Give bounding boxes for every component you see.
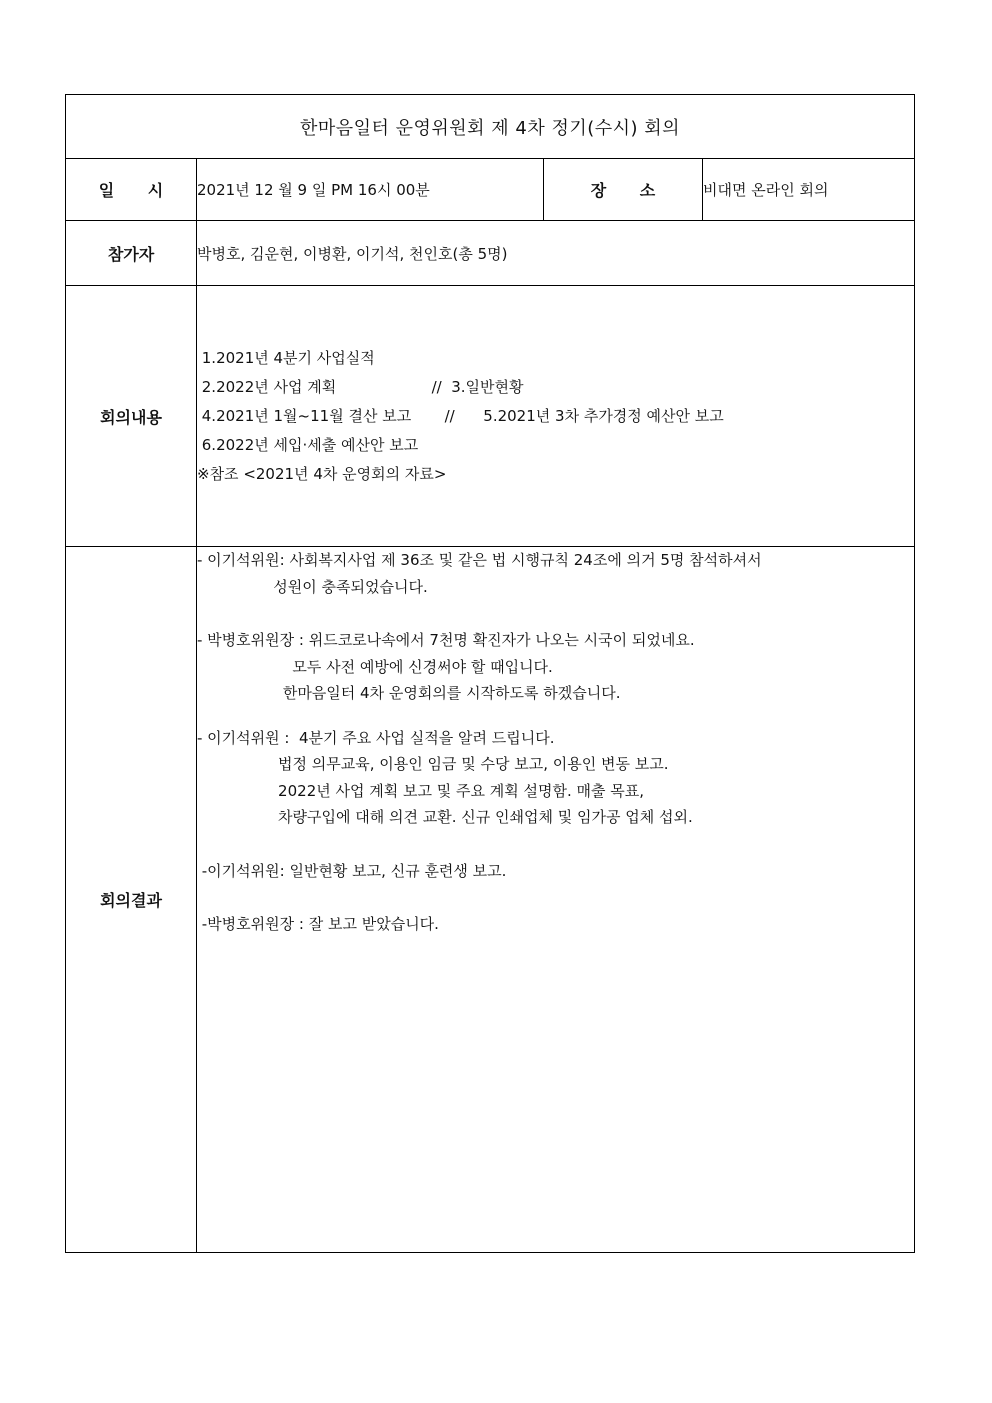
result-spacer — [197, 707, 914, 725]
agenda-content — [197, 286, 915, 547]
participants-label: 참가자 — [66, 221, 197, 286]
result-line: 차량구입에 대해 의견 교환. 신규 인쇄업체 및 임가공 업체 섭외. — [197, 808, 693, 826]
agenda-item: 6.2022년 세입·세출 예산안 보고 — [197, 435, 419, 454]
result-line: 2022년 사업 계획 보고 및 주요 계획 설명함. 매출 목표, — [197, 781, 644, 800]
agenda-item: 2.2022년 사업 계획 // 3.일반현황 — [197, 377, 524, 396]
date-label: 일 시 — [66, 159, 197, 221]
result-line: 성원이 충족되었습니다. — [197, 577, 428, 596]
meeting-minutes-table — [65, 94, 915, 1253]
agenda-item: 1.2021년 4분기 사업실적 — [197, 348, 375, 367]
agenda-reference: ※참조 <2021년 4차 운영회의 자료> — [197, 464, 447, 483]
agenda-item: 4.2021년 1월~11월 결산 보고 // 5.2021년 3차 추가경정 예산안 보고 — [197, 406, 724, 425]
result-content — [197, 547, 915, 1253]
result-line: 모두 사전 예방에 신경써야 할 때입니다. — [197, 657, 553, 676]
location-label: 장 소 — [544, 159, 703, 221]
result-line: -박병호위원장 : 잘 보고 받았습니다. — [197, 915, 439, 933]
result-spacer — [197, 600, 914, 627]
result-spacer — [197, 884, 914, 911]
agenda-label: 회의내용 — [66, 286, 197, 547]
result-line: 한마음일터 4차 운영회의를 시작하도록 하겠습니다. — [197, 684, 621, 702]
result-line: - 박병호위원장 : 위드코로나속에서 7천명 확진자가 나오는 시국이 되었네요. — [197, 631, 695, 649]
result-line: - 이기석위원: 사회복지사업 제 36조 및 같은 법 시행규칙 24조에 의거 5명 참석하셔서 — [197, 551, 762, 569]
result-line: -이기석위원: 일반현황 보고, 신규 훈련생 보고. — [197, 861, 507, 880]
result-label: 회의결과 — [66, 547, 197, 1253]
date-value: 2021년 12 월 9 일 PM 16시 00분 — [197, 159, 544, 221]
location-value: 비대면 온라인 회의 — [703, 159, 915, 221]
result-line: - 이기석위원 : 4분기 주요 사업 실적을 알려 드립니다. — [197, 728, 555, 747]
result-spacer — [197, 831, 914, 858]
document-title: 한마음일터 운영위원회 제 4차 정기(수시) 회의 — [66, 95, 915, 159]
result-line: 법정 의무교육, 이용인 임금 및 수당 보고, 이용인 변동 보고. — [197, 755, 669, 773]
participants-value: 박병호, 김운현, 이병환, 이기석, 천인호(총 5명) — [197, 221, 915, 286]
